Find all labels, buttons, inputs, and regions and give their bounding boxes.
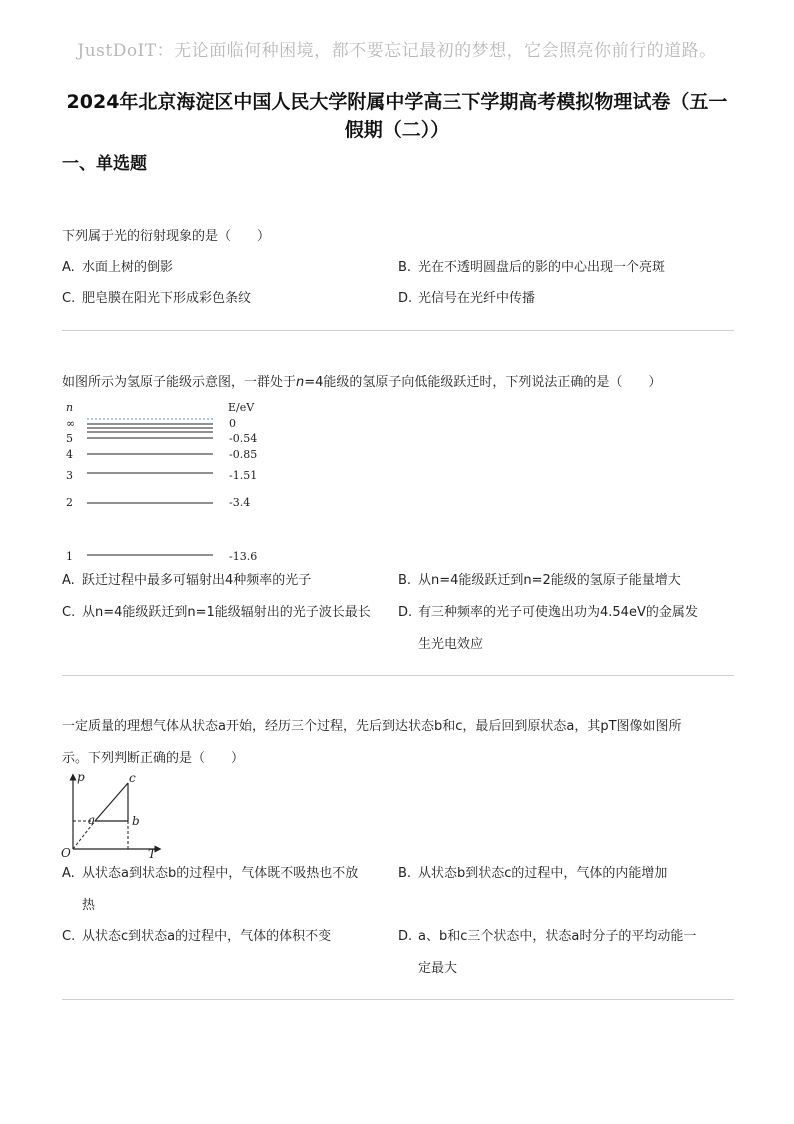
q3-option-a[interactable]	[62, 864, 359, 913]
n-label-3: 3	[66, 469, 73, 482]
q3-option-c[interactable]	[62, 927, 331, 947]
q2-stem-post: =4能级的氢原子向低能级跃迁时，下列说法正确的是（ ）	[304, 375, 662, 390]
pT-graph	[60, 771, 170, 859]
q3-option-d[interactable]	[398, 927, 697, 976]
option-text: 跃迁过程中最多可辐射出4种频率的光子	[82, 573, 312, 588]
e-label-2: -3.4	[229, 496, 251, 509]
option-text: 从状态a到状态b的过程中，气体既不吸热也不放	[82, 866, 359, 881]
option-label: A.	[62, 260, 75, 275]
option-text: 光在不透明圆盘后的影的中心出现一个亮斑	[418, 260, 666, 275]
line-c-to-a	[95, 783, 128, 821]
q3-stem-line1: 一定质量的理想气体从状态a开始，经历三个过程，先后到达状态b和c，最后回到原状态a，其pT图像如图所	[62, 719, 682, 734]
section-heading: 一、单选题	[62, 154, 147, 174]
option-label: D.	[398, 291, 413, 306]
option-label: C.	[62, 291, 76, 306]
option-label: D.	[398, 605, 413, 620]
t-axis-label: T	[148, 847, 157, 859]
option-text: 光信号在光纤中传播	[418, 291, 536, 306]
divider	[62, 999, 734, 1000]
option-label: A.	[62, 866, 75, 881]
q2-option-b[interactable]	[398, 571, 681, 591]
divider	[62, 330, 734, 331]
option-text-continued: 生光电效应	[418, 637, 484, 652]
point-b-label: b	[132, 814, 140, 828]
q2-option-a[interactable]	[62, 571, 311, 591]
option-text: 从状态b到状态c的过程中，气体的内能增加	[418, 866, 668, 881]
q1-option-a[interactable]	[62, 258, 173, 278]
divider	[62, 675, 734, 676]
q2-stem-var: n	[296, 375, 305, 390]
origin-label: O	[61, 846, 71, 859]
q3-option-b[interactable]	[398, 864, 667, 884]
q1-option-c[interactable]	[62, 289, 251, 309]
option-label: A.	[62, 573, 75, 588]
e-label-3: -1.51	[229, 469, 258, 482]
q3-stem-line2: 示。下列判断正确的是（ ）	[62, 751, 245, 766]
option-text: 水面上树的倒影	[82, 260, 174, 275]
q1-option-b[interactable]	[398, 258, 665, 278]
q2-option-d[interactable]	[398, 603, 698, 652]
q2-stem-pre: 如图所示为氢原子能级示意图，一群处于	[62, 375, 297, 390]
page-header-motto: JustDoIT：无论面临何种困境，都不要忘记最初的梦想，它会照亮你前行的道路。	[77, 41, 717, 61]
e-label-1: -13.6	[229, 550, 258, 563]
option-label: B.	[398, 260, 412, 275]
option-label: D.	[398, 929, 413, 944]
point-a-label: a	[88, 813, 96, 827]
option-text: 肥皂膜在阳光下形成彩色条纹	[82, 291, 252, 306]
n-label-4: 4	[66, 448, 73, 461]
q1-stem: 下列属于光的衍射现象的是（ ）	[62, 229, 271, 244]
option-text: 从n=4能级跃迁到n=2能级的氢原子能量增大	[418, 573, 681, 588]
option-text-continued: 定最大	[418, 961, 458, 976]
option-text: 有三种频率的光子可使逸出功为4.54eV的金属发	[418, 605, 698, 620]
option-label: C.	[62, 929, 76, 944]
q2-stem	[62, 373, 742, 393]
p-axis-label: p	[77, 771, 85, 784]
e-label-4: -0.85	[229, 448, 258, 461]
option-text-continued: 热	[82, 898, 96, 913]
option-text: 从n=4能级跃迁到n=1能级辐射出的光子波长最长	[82, 605, 371, 620]
exam-title-line2: 假期（二））	[344, 119, 450, 141]
exam-title-line1: 2024年北京海淀区中国人民大学附属中学高三下学期高考模拟物理试卷（五一	[66, 91, 728, 113]
energy-level-diagram	[62, 400, 282, 570]
n-header: n	[66, 401, 74, 414]
point-c-label: c	[129, 771, 136, 785]
option-text: 从状态c到状态a的过程中，气体的体积不变	[82, 929, 332, 944]
e-label-5: -0.54	[229, 432, 258, 445]
e-header: E/eV	[228, 401, 255, 414]
e-label-inf: 0	[229, 417, 236, 430]
n-label-2: 2	[66, 496, 73, 509]
option-label: C.	[62, 605, 76, 620]
n-label-5: 5	[66, 432, 73, 445]
option-label: B.	[398, 573, 412, 588]
n-label-inf: ∞	[66, 417, 76, 430]
option-text: a、b和c三个状态中，状态a时分子的平均动能一	[418, 929, 697, 944]
n-label-1: 1	[66, 550, 73, 563]
q2-option-c[interactable]	[62, 603, 371, 623]
q1-option-d[interactable]	[398, 289, 535, 309]
option-label: B.	[398, 866, 412, 881]
